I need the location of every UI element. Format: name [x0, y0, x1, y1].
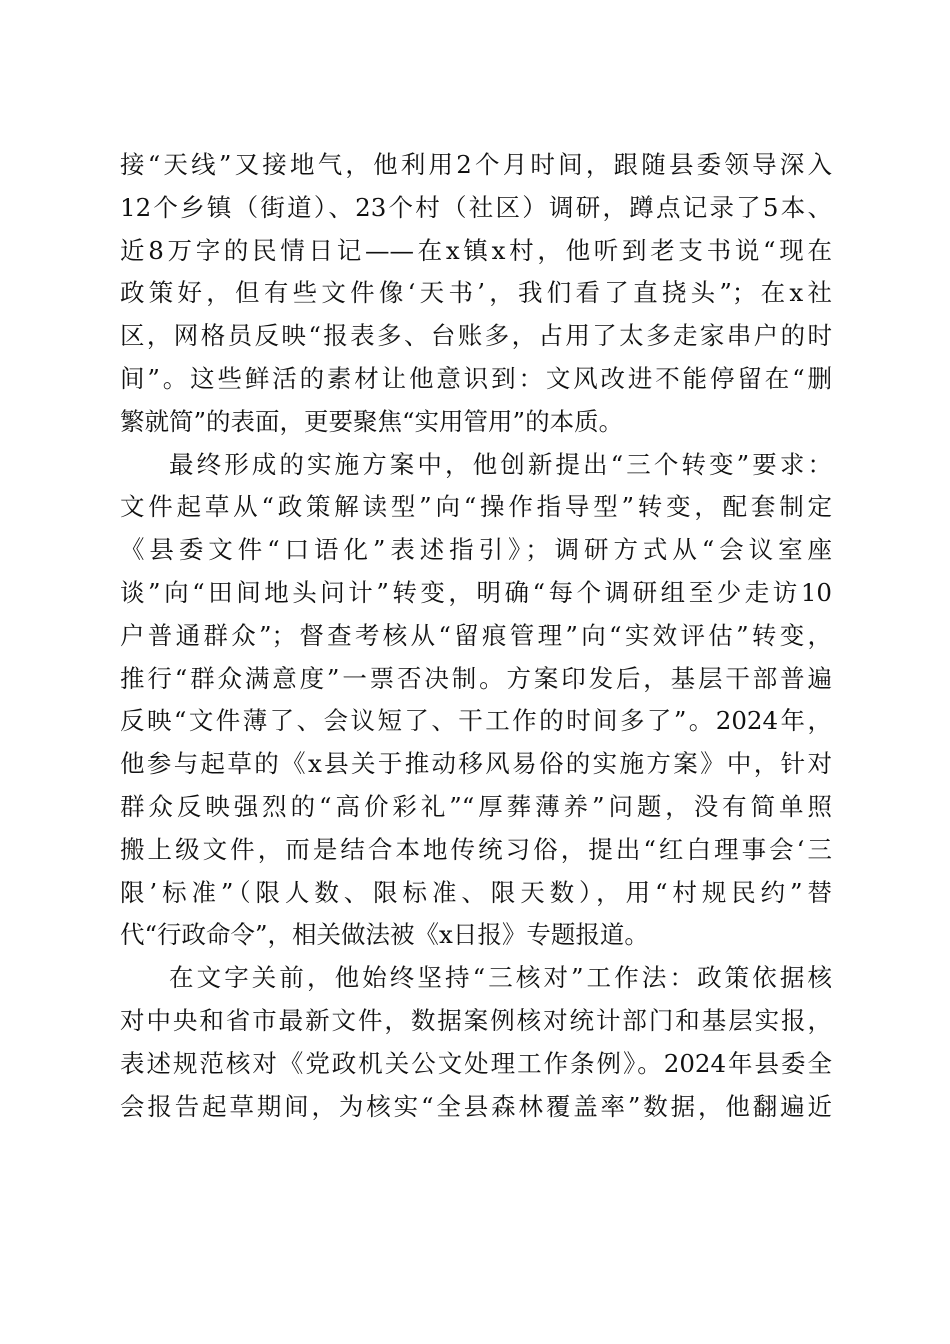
paragraph-2-line-5: 户普通群众”；督查考核从“留痕管理”向“实效评估”转变， — [120, 620, 832, 650]
paragraph-3-line-3: 表述规范核对《党政机关公文处理工作条例》。2024年县委全 — [120, 1048, 832, 1078]
paragraph-2-line-7: 反映“文件薄了、会议短了、干工作的时间多了”。2024年， — [120, 706, 832, 736]
paragraph-1-line-4: 政策好，但有些文件像‘天书’，我们看了直挠头”；在x社 — [120, 278, 832, 308]
paragraph-2-line-6: 推行“群众满意度”一票否决制。方案印发后，基层干部普遍 — [120, 663, 832, 693]
paragraph-2-line-12: 代“行政命令”，相关做法被《x日报》专题报道。 — [120, 920, 649, 950]
paragraph-1-line-3: 近8万字的民情日记——在x镇x村，他听到老支书说“现在 — [120, 235, 832, 265]
paragraph-2-line-10: 搬上级文件，而是结合本地传统习俗，提出“红白理事会‘三 — [120, 834, 832, 864]
paragraph-2-line-2: 文件起草从“政策解读型”向“操作指导型”转变，配套制定 — [120, 492, 832, 522]
paragraph-2-line-11: 限’标准”（限人数、限标准、限天数），用“村规民约”替 — [120, 877, 832, 907]
document-body — [120, 144, 832, 1128]
paragraph-1-line-5: 区，网格员反映“报表多、台账多，占用了太多走家串户的时 — [120, 321, 832, 351]
paragraph-3-line-2: 对中央和省市最新文件，数据案例核对统计部门和基层实报， — [120, 1005, 832, 1035]
paragraph-2-line-4: 谈”向“田间地头问计”转变，明确“每个调研组至少走访10 — [120, 577, 832, 607]
paragraph-2-line-1: 最终形成的实施方案中，他创新提出“三个转变”要求： — [169, 449, 832, 479]
paragraph-3-line-1: 在文字关前，他始终坚持“三核对”工作法：政策依据核 — [169, 963, 832, 993]
paragraph-1-line-1: 接“天线”又接地气，他利用2个月时间，跟随县委领导深入 — [120, 150, 832, 179]
paragraph-2-line-3: 《县委文件“口语化”表述指引》；调研方式从“会议室座 — [120, 535, 832, 565]
paragraph-1-line-7: 繁就简”的表面，更要聚焦“实用管用”的本质。 — [120, 406, 624, 436]
paragraph-2-line-8: 他参与起草的《x县关于推动移风易俗的实施方案》中，针对 — [120, 749, 832, 779]
paragraph-1-line-2: 12个乡镇（街道）、23个村（社区）调研，蹲点记录了5本、 — [120, 192, 832, 222]
paragraph-1-line-6: 间”。这些鲜活的素材让他意识到：文风改进不能停留在“删 — [120, 363, 832, 393]
paragraph-3-line-4: 会报告起草期间，为核实“全县森林覆盖率”数据，他翻遍近 — [120, 1091, 832, 1121]
paragraph-2-line-9: 群众反映强烈的“高价彩礼”“厚葬薄养”问题，没有简单照 — [120, 791, 832, 821]
